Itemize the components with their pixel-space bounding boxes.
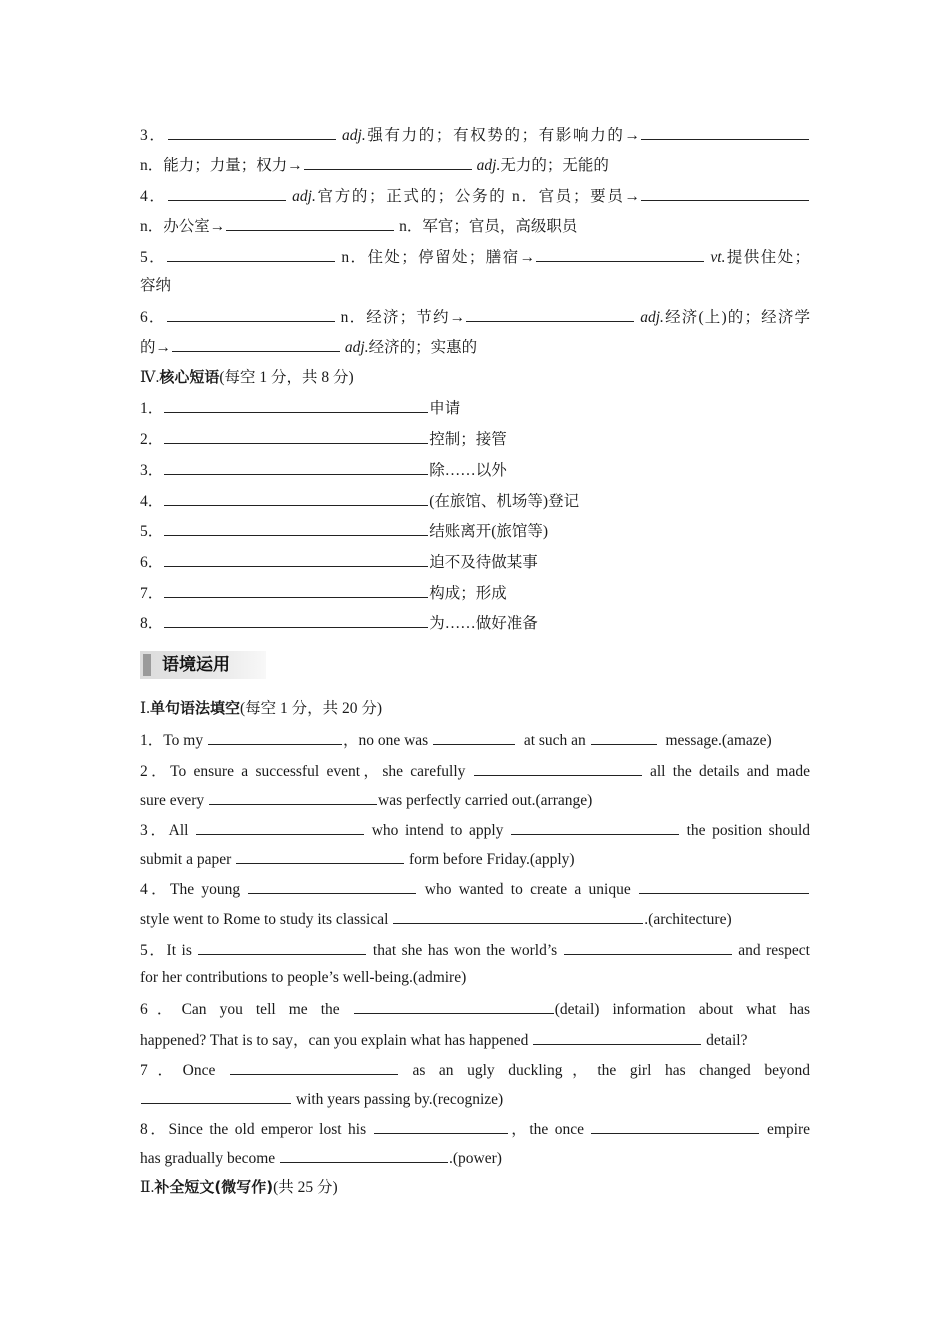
answer-blank[interactable]	[639, 876, 809, 894]
question-text: was perfectly carried out.(arrange)	[378, 792, 593, 809]
writing-heading	[140, 1175, 810, 1199]
section-note: (每空 1 分，共 20 分)	[240, 700, 383, 717]
grammar-item-6-line1	[140, 996, 810, 1020]
definition: n．军官；官员，高级职员	[399, 218, 578, 235]
pos-label: adj.	[476, 157, 501, 174]
answer-blank[interactable]	[164, 549, 428, 567]
answer-blank[interactable]	[591, 1116, 759, 1134]
answer-blank[interactable]	[198, 937, 366, 955]
section-note: (每空 1 分，共 8 分)	[219, 369, 354, 386]
phrase-item	[140, 610, 810, 634]
definition: 无力的；无能的	[500, 157, 609, 174]
section-note: (共 25 分)	[273, 1179, 338, 1196]
answer-blank[interactable]	[167, 304, 335, 322]
question-text: .(architecture)	[644, 911, 732, 928]
definition: 的→	[140, 339, 172, 356]
phrase-meaning: 迫不及待做某事	[429, 554, 538, 571]
answer-blank[interactable]	[641, 122, 809, 140]
question-text: the position should	[686, 822, 811, 839]
question-text: 4．The young	[140, 881, 241, 898]
phrase-item	[140, 488, 810, 512]
answer-blank[interactable]	[167, 244, 335, 262]
vocab-item-6-line1	[140, 304, 810, 328]
question-text: 7．Once	[140, 1062, 216, 1079]
answer-blank[interactable]	[433, 727, 515, 745]
banner-bar-icon	[143, 654, 151, 676]
grammar-item-3-line2	[140, 846, 810, 870]
grammar-item-5-line1	[140, 937, 810, 961]
vocab-item-5-line1	[140, 244, 810, 268]
question-text: at such an	[523, 732, 586, 749]
question-text: all the details and made	[649, 763, 810, 780]
banner-title: 语境运用	[162, 655, 230, 675]
question-text: message.(amaze)	[665, 732, 772, 749]
phrase-item	[140, 549, 810, 573]
answer-blank[interactable]	[536, 244, 704, 262]
grammar-item-2-line1	[140, 758, 810, 782]
grammar-item-3-line1	[140, 817, 810, 841]
answer-blank[interactable]	[164, 395, 428, 413]
definition: 提供住处；	[725, 249, 811, 266]
question-text: ，no one was	[342, 732, 429, 749]
question-text: that she has won the world’s	[372, 942, 558, 959]
phrase-meaning: (在旅馆、机场等)登记	[429, 493, 580, 510]
phrase-item	[140, 580, 810, 604]
section-title: 核心短语	[159, 368, 220, 386]
phrase-meaning: 构成；形成	[429, 585, 507, 602]
definition: 容纳	[140, 277, 172, 294]
item-number: 3．	[140, 462, 164, 479]
answer-blank[interactable]	[230, 1057, 398, 1075]
answer-blank[interactable]	[164, 518, 428, 536]
question-text: empire	[766, 1121, 811, 1138]
definition: n．办公室→	[140, 218, 226, 235]
phrases-heading	[140, 365, 810, 389]
item-number: 5．	[140, 249, 167, 266]
answer-blank[interactable]	[511, 817, 679, 835]
answer-blank[interactable]	[164, 610, 428, 628]
pos-label: adj.	[342, 127, 366, 144]
answer-blank[interactable]	[164, 426, 428, 444]
question-text: 2．To ensure a successful event，she carefully	[140, 763, 466, 780]
question-text: form before Friday.(apply)	[409, 851, 575, 868]
answer-blank[interactable]	[533, 1027, 701, 1045]
grammar-item-1	[140, 727, 810, 751]
answer-blank[interactable]	[248, 876, 416, 894]
definition: n．住处；停留处；膳宿→	[341, 249, 536, 266]
item-number: 7．	[140, 585, 164, 602]
answer-blank[interactable]	[466, 304, 634, 322]
question-text: 6．Can you tell me the	[140, 1001, 340, 1018]
question-text: has gradually become	[140, 1150, 276, 1167]
grammar-item-7-line1	[140, 1057, 810, 1081]
answer-blank[interactable]	[564, 937, 732, 955]
answer-blank[interactable]	[591, 727, 657, 745]
section-roman: Ⅳ.	[140, 369, 160, 386]
answer-blank[interactable]	[209, 787, 377, 805]
question-text: happened? That is to say，can you explain what has happened	[140, 1032, 529, 1049]
item-number: 6．	[140, 554, 164, 571]
pos-label: adj.	[292, 188, 316, 205]
answer-blank[interactable]	[164, 488, 428, 506]
item-number: 8．	[140, 615, 164, 632]
question-text: style went to Rome to study its classical	[140, 911, 389, 928]
grammar-item-8-line2	[140, 1145, 810, 1169]
item-number: 1．	[140, 400, 164, 417]
vocab-item-3-line1	[140, 122, 810, 146]
answer-blank[interactable]	[474, 758, 642, 776]
item-number: 6．	[140, 309, 166, 326]
answer-blank[interactable]	[196, 817, 364, 835]
answer-blank[interactable]	[641, 183, 809, 201]
answer-blank[interactable]	[164, 457, 428, 475]
phrase-meaning: 控制；接管	[429, 431, 507, 448]
phrase-meaning: 除……以外	[429, 462, 507, 479]
answer-blank[interactable]	[236, 846, 404, 864]
answer-blank[interactable]	[168, 122, 336, 140]
phrase-meaning: 为……做好准备	[429, 615, 538, 632]
question-text: who intend to apply	[371, 822, 504, 839]
answer-blank[interactable]	[304, 152, 472, 170]
question-text: 5．It is	[140, 942, 192, 959]
grammar-item-8-line1	[140, 1116, 810, 1140]
grammar-item-4-line1	[140, 876, 810, 900]
answer-blank[interactable]	[354, 996, 554, 1014]
phrase-item	[140, 457, 810, 481]
definition: n．官员；要员→	[512, 188, 641, 205]
grammar-item-5-line2	[140, 966, 810, 990]
definition: 经济的；实惠的	[368, 339, 478, 356]
question-text: 8．Since the old emperor lost his	[140, 1121, 367, 1138]
question-text: as an ugly duckling，the girl has changed beyond	[412, 1062, 810, 1079]
section-title: 补全短文(微写作)	[154, 1178, 274, 1196]
definition: n．能力；力量；权力→	[140, 157, 303, 174]
answer-blank[interactable]	[280, 1145, 448, 1163]
grammar-item-6-line2	[140, 1027, 810, 1051]
answer-blank[interactable]	[172, 334, 340, 352]
question-text: ，the once	[508, 1121, 584, 1138]
vocab-item-6-line2	[140, 334, 810, 358]
question-text: 1．To my	[140, 732, 204, 749]
section-banner	[140, 651, 266, 679]
item-number: 3．	[140, 127, 167, 144]
phrase-item	[140, 395, 810, 419]
item-number: 4．	[140, 188, 167, 205]
item-number: 4．	[140, 493, 164, 510]
question-text: sure every	[140, 792, 205, 809]
question-text: and respect	[738, 942, 810, 959]
pos-label: vt.	[710, 249, 726, 266]
grammar-item-2-line2	[140, 787, 810, 811]
section-roman: Ⅰ.	[140, 700, 150, 717]
definition: n．经济；节约→	[340, 309, 466, 326]
answer-blank[interactable]	[168, 183, 286, 201]
vocab-item-5-line2	[140, 274, 810, 298]
definition: 强有力的；有权势的；有影响力的→	[365, 127, 640, 144]
vocab-item-4-line2	[140, 213, 810, 237]
vocab-item-3-line2	[140, 152, 810, 176]
grammar-item-4-line2	[140, 906, 810, 930]
answer-blank[interactable]	[393, 906, 643, 924]
answer-blank[interactable]	[226, 213, 394, 231]
section-title: 单句语法填空	[150, 699, 241, 717]
question-text: who wanted to create a unique	[424, 881, 631, 898]
answer-blank[interactable]	[208, 727, 342, 745]
item-number: 2．	[140, 431, 164, 448]
answer-blank[interactable]	[141, 1086, 291, 1104]
phrase-item	[140, 518, 810, 542]
question-text: submit a paper	[140, 851, 232, 868]
answer-blank[interactable]	[164, 580, 428, 598]
phrase-meaning: 申请	[429, 400, 461, 417]
definition: 经济(上)的；经济学	[663, 309, 811, 326]
grammar-item-7-line2	[140, 1086, 810, 1110]
question-text: .(power)	[449, 1150, 502, 1167]
question-text: detail?	[706, 1032, 748, 1049]
answer-blank[interactable]	[374, 1116, 508, 1134]
question-text: with years passing by.(recognize)	[295, 1091, 504, 1108]
phrase-meaning: 结账离开(旅馆等)	[429, 523, 549, 540]
phrase-item	[140, 426, 810, 450]
question-text: 3．All	[140, 822, 189, 839]
grammar-heading	[140, 696, 810, 720]
pos-label: adj.	[640, 309, 664, 326]
section-roman: Ⅱ.	[140, 1179, 155, 1196]
item-number: 5．	[140, 523, 164, 540]
question-text: for her contributions to people’s well-being.(admire)	[140, 969, 467, 986]
vocab-item-4-line1	[140, 183, 810, 207]
pos-label: adj.	[344, 339, 369, 356]
question-text: (detail) information about what has	[554, 1001, 811, 1018]
definition: 官方的；正式的；公务的	[315, 188, 507, 205]
